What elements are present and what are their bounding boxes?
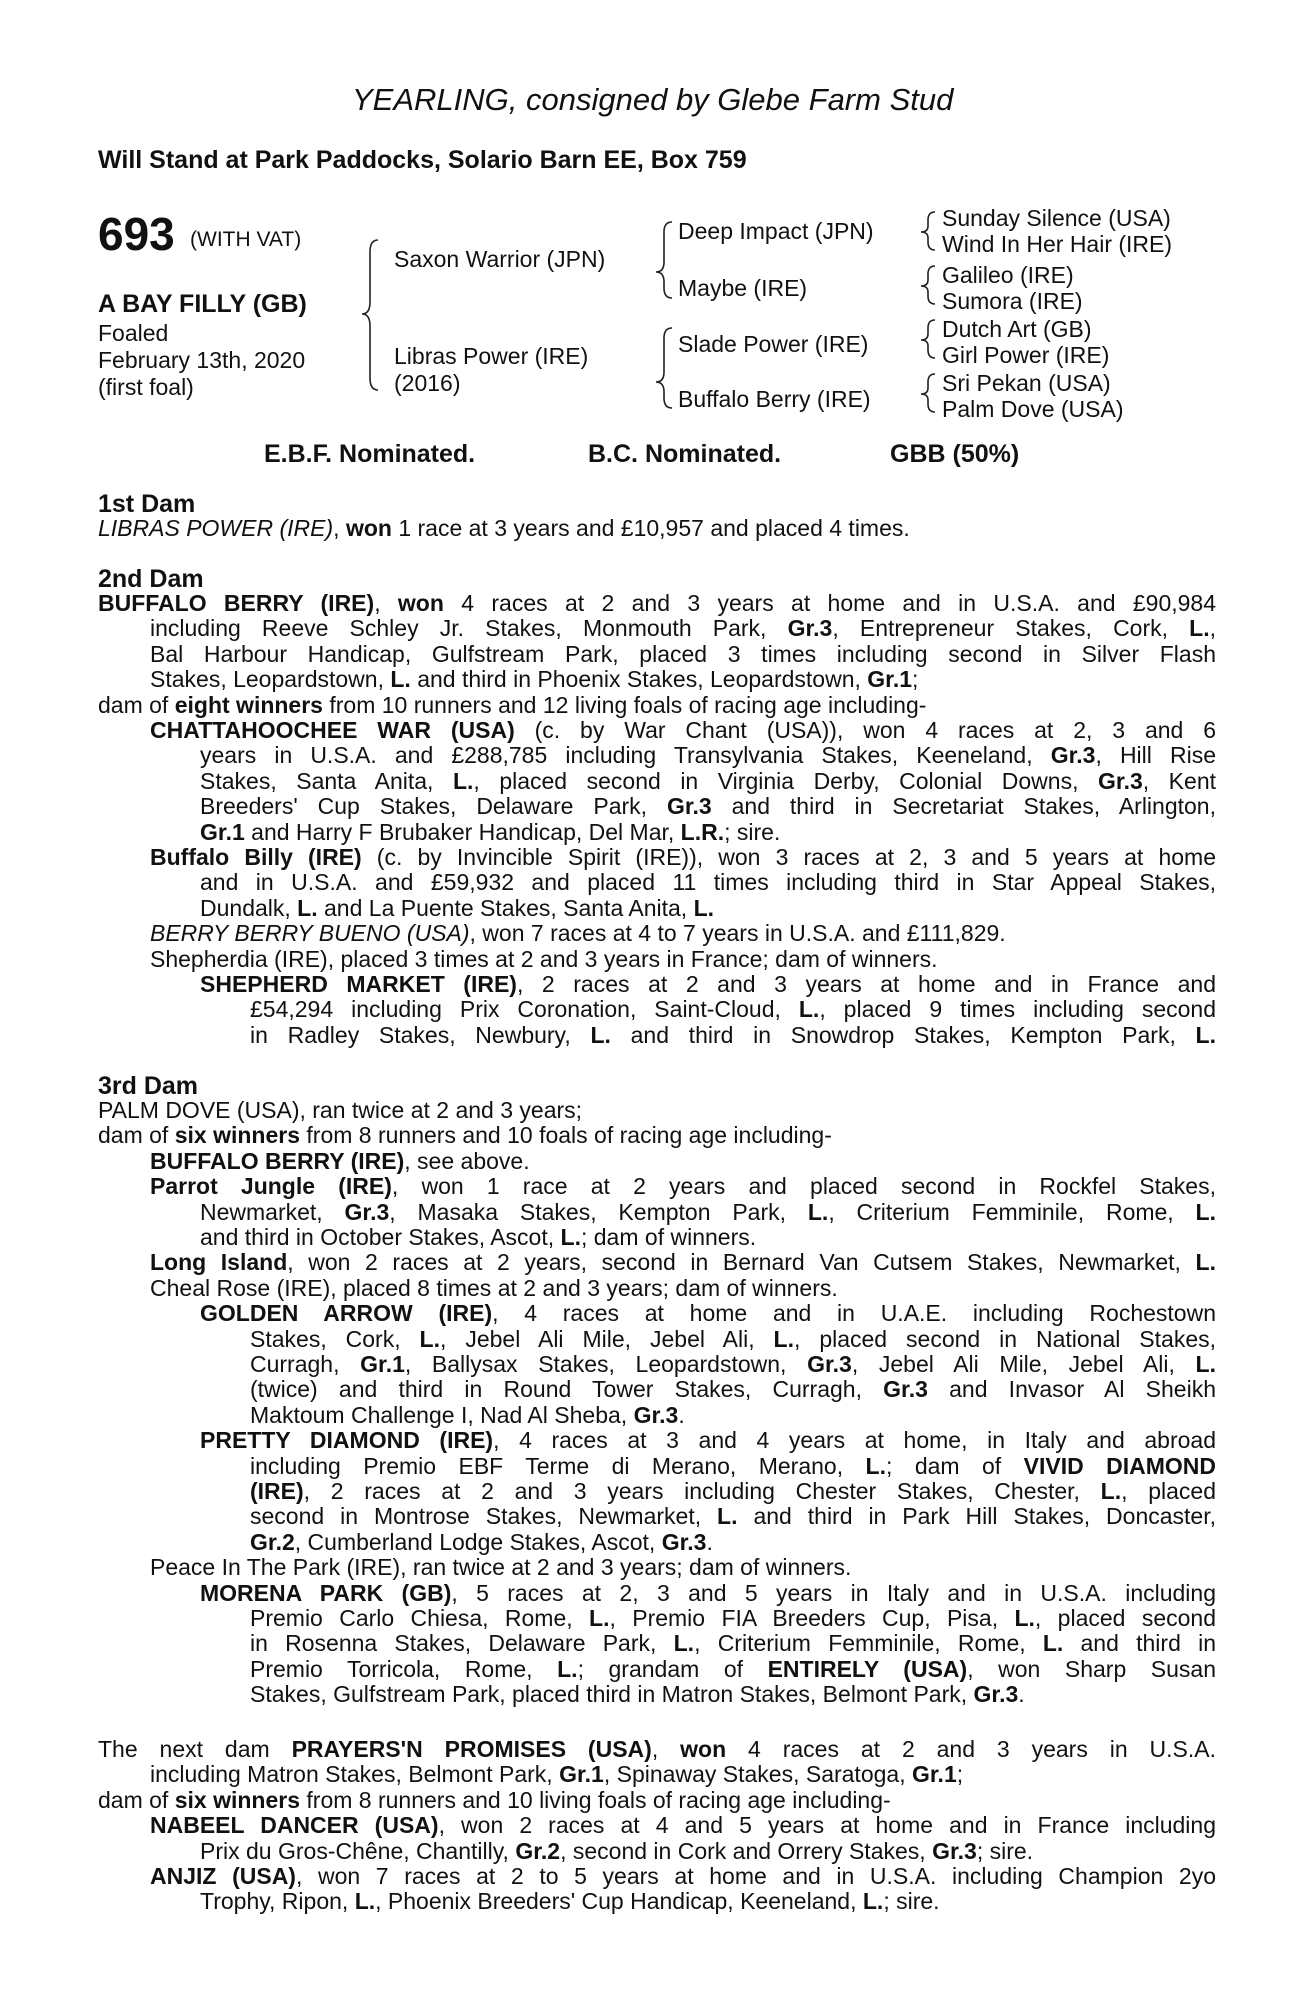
first-dam-record: 1 race at 3 years and £10,957 and placed 4 times. (391, 515, 910, 541)
third-dam-line: Cheal Rose (IRE), placed 8 times at 2 and 3 years; dam of winners. (150, 1274, 838, 1301)
pedigree-ds: Slade Power (IRE) (678, 331, 869, 357)
third-dam-line: Premio Torricola, Rome, L.; grandam of ENTIRELY (USA), won Sharp Susan (250, 1655, 1217, 1682)
stand-location: Will Stand at Park Paddocks, Solario Barn EE, Box 759 (98, 146, 747, 174)
brace-dd (921, 374, 935, 412)
ebf-nominated: E.B.F. Nominated. (264, 440, 476, 468)
third-dam-line: and third in October Stakes, Ascot, L.; dam of winners. (200, 1224, 757, 1250)
bc-nominated: B.C. Nominated. (588, 440, 782, 468)
first-dam-name: LIBRAS POWER (IRE) (98, 515, 334, 541)
second-dam-line: BERRY BERRY BUENO (USA), won 7 races at 4 to 7 years in U.S.A. and £111,829. (150, 920, 1006, 947)
second-dam-line: in Radley Stakes, Newbury, L. and third in Snowdrop Stakes, Kempton Park, L. (250, 1021, 1216, 1048)
third-dam-line: including Premio EBF Terme di Merano, Merano, L.; dam of VIVID DIAMOND (250, 1452, 1217, 1479)
third-dam-line: dam of six winners from 8 runners and 10 foals of racing age including- (98, 1122, 832, 1149)
lot-title: A BAY FILLY (GB) (98, 290, 307, 318)
third-dam-line: Maktoum Challenge I, Nad Al Sheba, Gr.3. (250, 1401, 685, 1428)
first-dam-heading: 1st Dam (98, 490, 196, 518)
third-dam-line: BUFFALO BERRY (IRE), see above. (150, 1147, 530, 1174)
foaled-date: February 13th, 2020 (98, 347, 306, 373)
third-dam-line: Premio Carlo Chiesa, Rome, L., Premio FIA Breeders Cup, Pisa, L., placed second (250, 1605, 1216, 1631)
brace-sd (921, 266, 935, 304)
pedigree-ddd: Palm Dove (USA) (942, 396, 1124, 422)
third-dam-line: Stakes, Gulfstream Park, placed third in Matron Stakes, Belmont Park, Gr.3. (250, 1681, 1025, 1708)
brace-dam (656, 328, 672, 408)
pedigree-dam-year: (2016) (394, 370, 461, 396)
pedigree-dd: Buffalo Berry (IRE) (678, 386, 871, 412)
gbb-note: GBB (50%) (890, 440, 1020, 468)
second-dam-line: CHATTAHOOCHEE WAR (USA) (c. by War Chant (USA)), won 4 races at 2, 3 and 6 (150, 717, 1216, 743)
foal-note: (first foal) (98, 374, 194, 400)
pedigree-dds: Sri Pekan (USA) (942, 370, 1111, 396)
next-dam-line: Prix du Gros-Chêne, Chantilly, Gr.2, second in Cork and Orrery Stakes, Gr.3; sire. (200, 1837, 1034, 1864)
third-dam-line: Gr.2, Cumberland Lodge Stakes, Ascot, Gr.3. (250, 1528, 713, 1555)
next-dam-line: NABEEL DANCER (USA), won 2 races at 4 and 5 years at home and in France including (150, 1812, 1216, 1839)
second-dam-line: including Reeve Schley Jr. Stakes, Monmouth Park, Gr.3, Entrepreneur Stakes, Cork, L., (150, 615, 1216, 642)
third-dam-line: PALM DOVE (USA), ran twice at 2 and 3 years; (98, 1097, 583, 1123)
pedigree-dam: Libras Power (IRE) (394, 343, 589, 369)
third-dam-line: (IRE), 2 races at 2 and 3 years including Chester Stakes, Chester, L., placed (250, 1478, 1216, 1504)
pedigree-sdd: Sumora (IRE) (942, 288, 1083, 314)
second-dam-line: Shepherdia (IRE), placed 3 times at 2 and 3 years in France; dam of winners. (150, 945, 938, 972)
consignment-heading: YEARLING, consigned by Glebe Farm Stud (352, 82, 954, 117)
next-dam-line: Trophy, Ripon, L., Phoenix Breeders' Cup Handicap, Keeneland, L.; sire. (200, 1888, 940, 1915)
third-dam-line: Peace In The Park (IRE), ran twice at 2 and 3 years; dam of winners. (150, 1554, 852, 1581)
next-dam-line: ANJIZ (USA), won 7 races at 2 to 5 years at home and in U.S.A. including Champion 2yo (150, 1863, 1216, 1889)
third-dam-line: Curragh, Gr.1, Ballysax Stakes, Leopardstown, Gr.3, Jebel Ali Mile, Jebel Ali, L. (250, 1351, 1216, 1377)
pedigree-ssd: Wind In Her Hair (IRE) (942, 231, 1173, 257)
second-dam-line: Bal Harbour Handicap, Gulfstream Park, placed 3 times including second in Silver Flash (150, 640, 1216, 667)
second-dam-line: Stakes, Leopardstown, L. and third in Phoenix Stakes, Leopardstown, Gr.1; (150, 666, 919, 693)
second-dam-line: SHEPHERD MARKET (IRE), 2 races at 2 and 3 years at home and in France and (200, 971, 1217, 997)
vat-note: (WITH VAT) (190, 228, 302, 251)
second-dam-line: dam of eight winners from 10 runners and 12 living foals of racing age including- (98, 691, 927, 718)
next-dam-line: dam of six winners from 8 runners and 10 living foals of racing age including- (98, 1786, 891, 1813)
foaled-label: Foaled (98, 320, 169, 346)
third-dam-line: PRETTY DIAMOND (IRE), 4 races at 3 and 4 years at home, in Italy and abroad (200, 1427, 1216, 1454)
pedigree-dss: Dutch Art (GB) (942, 316, 1092, 342)
third-dam-line: Long Island, won 2 races at 2 years, second in Bernard Van Cutsem Stakes, Newmarket, L. (150, 1249, 1216, 1276)
third-dam-line: GOLDEN ARROW (IRE), 4 races at home and in U.A.E. including Rochestown (200, 1300, 1216, 1327)
pedigree-sss: Sunday Silence (USA) (942, 205, 1171, 231)
pedigree-ss: Deep Impact (JPN) (678, 218, 874, 244)
third-dam-line: in Rosenna Stakes, Delaware Park, L., Criterium Femminile, Rome, L. and third in (250, 1630, 1216, 1657)
pedigree-sd: Maybe (IRE) (678, 275, 808, 301)
pedigree-sds: Galileo (IRE) (942, 262, 1074, 288)
second-dam-line: Breeders' Cup Stakes, Delaware Park, Gr.3 and third in Secretariat Stakes, Arlington, (200, 793, 1216, 820)
brace-sire (656, 222, 672, 298)
third-dam-line: Parrot Jungle (IRE), won 1 race at 2 years and placed second in Rockfel Stakes, (150, 1173, 1216, 1200)
second-dam-line: Stakes, Santa Anita, L., placed second in Virginia Derby, Colonial Downs, Gr.3, Kent (200, 767, 1216, 794)
first-dam-text: LIBRAS POWER (IRE), won 1 race at 3 years and £10,957 and placed 4 times. (98, 515, 910, 541)
second-dam-line: Buffalo Billy (IRE) (c. by Invincible Spirit (IRE)), won 3 races at 2, 3 and 5 years at home (150, 844, 1216, 870)
pedigree-dsd: Girl Power (IRE) (942, 342, 1110, 368)
second-dam-line: Gr.1 and Harry F Brubaker Handicap, Del Mar, L.R.; sire. (200, 818, 781, 845)
second-dam-line: Dundalk, L. and La Puente Stakes, Santa Anita, L. (200, 894, 715, 921)
third-dam-line: (twice) and third in Round Tower Stakes, Curragh, Gr.3 and Invasor Al Sheikh (250, 1376, 1216, 1403)
brace-ss (921, 212, 935, 250)
third-dam-heading: 3rd Dam (98, 1072, 199, 1100)
second-dam-line: £54,294 including Prix Coronation, Saint-Cloud, L., placed 9 times including second (250, 996, 1217, 1023)
second-dam-line: and in U.S.A. and £59,932 and placed 11 times including third in Star Appeal Stakes, (200, 869, 1216, 896)
third-dam-line: Stakes, Cork, L., Jebel Ali Mile, Jebel Ali, L., placed second in National Stakes, (250, 1325, 1217, 1352)
next-dam-line: including Matron Stakes, Belmont Park, Gr.1, Spinaway Stakes, Saratoga, Gr.1; (150, 1761, 964, 1788)
pedigree-sire: Saxon Warrior (JPN) (394, 246, 606, 272)
third-dam-line: MORENA PARK (GB), 5 races at 2, 3 and 5 years in Italy and in U.S.A. including (200, 1579, 1216, 1606)
first-dam-won: won (345, 515, 392, 541)
second-dam-heading: 2nd Dam (98, 565, 204, 593)
third-dam-line: Newmarket, Gr.3, Masaka Stakes, Kempton Park, L., Criterium Femminile, Rome, L. (200, 1198, 1216, 1225)
third-dam-line: second in Montrose Stakes, Newmarket, L. and third in Park Hill Stakes, Doncaster, (250, 1503, 1216, 1530)
brace-ds (921, 320, 935, 358)
second-dam-line: BUFFALO BERRY (IRE), won 4 races at 2 and 3 years at home and in U.S.A. and £90,984 (98, 590, 1217, 616)
next-dam-line: The next dam PRAYERS'N PROMISES (USA), won 4 races at 2 and 3 years in U.S.A. (98, 1736, 1217, 1762)
brace-lot (362, 240, 378, 390)
second-dam-line: years in U.S.A. and £288,785 including Transylvania Stakes, Keeneland, Gr.3, Hill Rise (200, 742, 1216, 769)
lot-number: 693 (98, 208, 175, 260)
